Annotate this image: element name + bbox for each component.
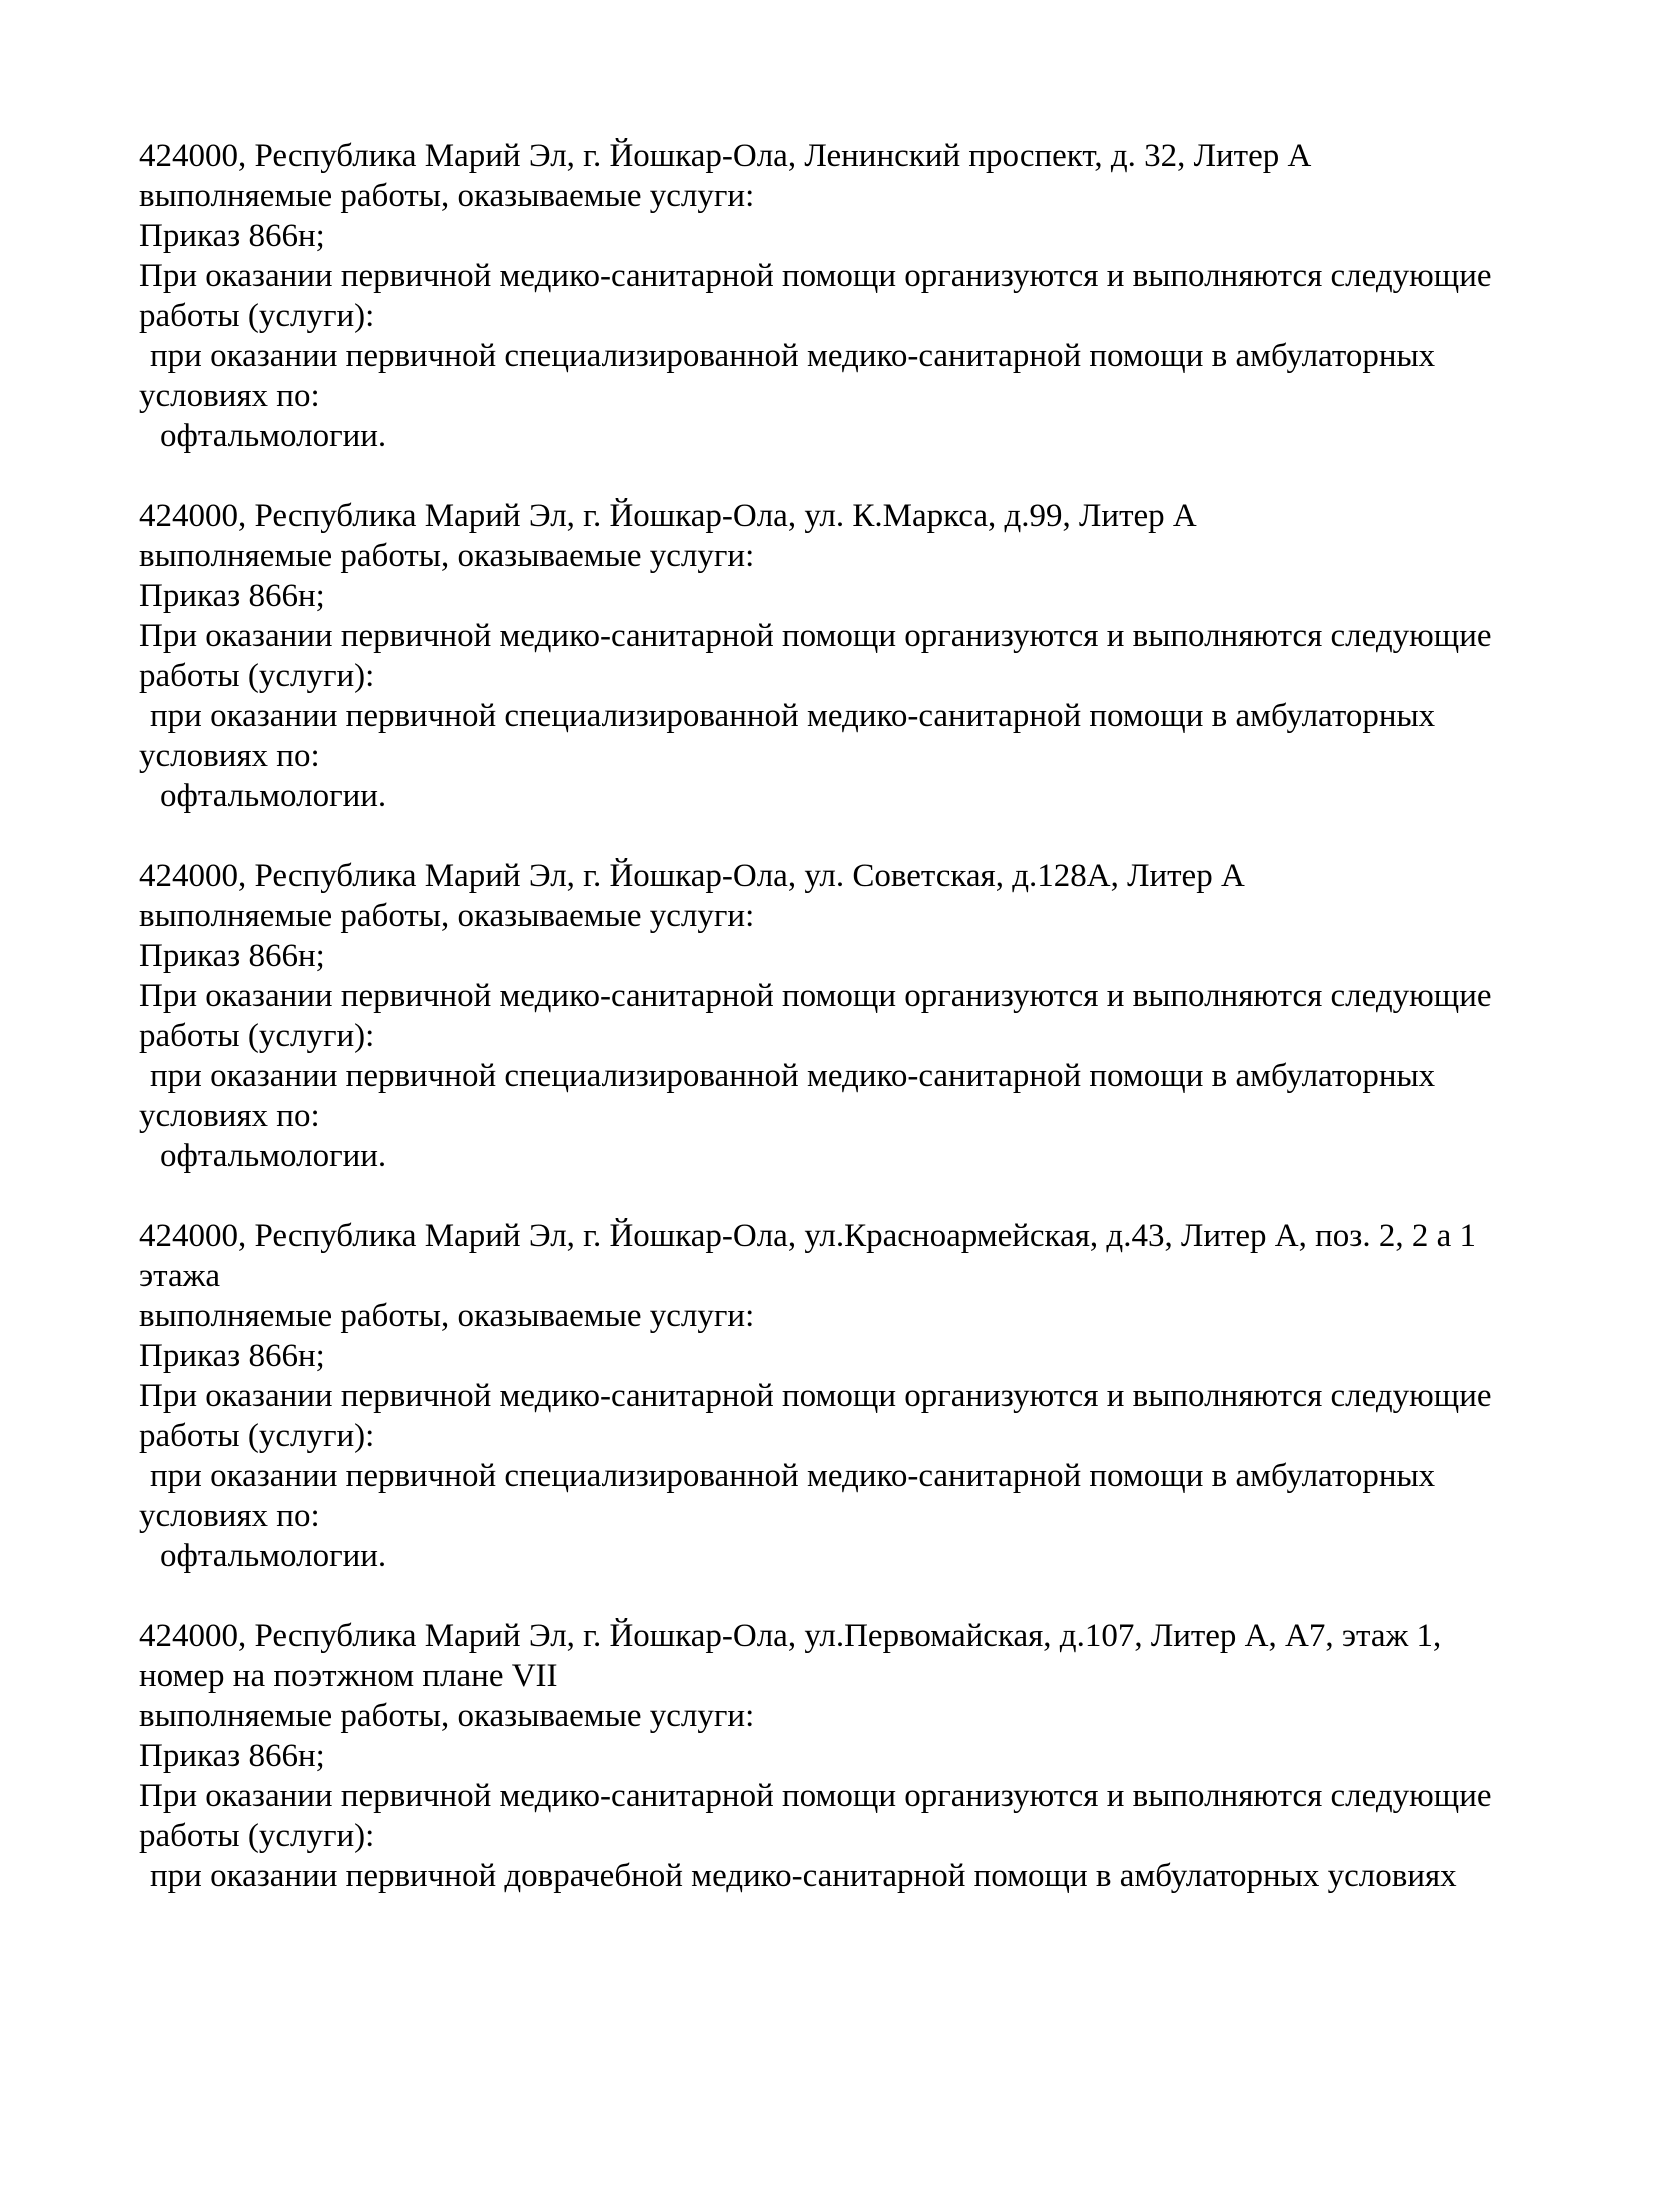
document-text-content	[139, 136, 1609, 1936]
license-address-block	[139, 1216, 1609, 1576]
text-line: 424000, Республика Марий Эл, г. Йошкар-Ола, ул.Красноармейская, д.43, Литер А, поз. 2, 2 а 1	[139, 1218, 1476, 1254]
text-line: условиях по:	[139, 1098, 320, 1134]
text-line: условиях по:	[139, 1498, 320, 1534]
license-address-block	[139, 136, 1609, 456]
text-line: 424000, Республика Марий Эл, г. Йошкар-Ола, ул. Советская, д.128А, Литер А	[139, 858, 1245, 894]
text-line: При оказании первичной медико-санитарной помощи организуются и выполняются следующие	[139, 258, 1492, 294]
text-line: 424000, Республика Марий Эл, г. Йошкар-Ола, ул. К.Маркса, д.99, Литер А	[139, 498, 1197, 534]
text-line: При оказании первичной медико-санитарной помощи организуются и выполняются следующие	[139, 1778, 1492, 1814]
text-line: 424000, Республика Марий Эл, г. Йошкар-Ола, ул.Первомайская, д.107, Литер А, А7, этаж 1,	[139, 1618, 1442, 1654]
text-line: работы (услуги):	[139, 298, 375, 334]
text-line: номер на поэтжном плане VII	[139, 1658, 558, 1694]
license-address-block	[139, 856, 1609, 1176]
text-line: Приказ 866н;	[139, 1338, 325, 1374]
text-line: этажа	[139, 1258, 221, 1294]
text-line: Приказ 866н;	[139, 1738, 325, 1774]
text-line: работы (услуги):	[139, 658, 375, 694]
text-line: выполняемые работы, оказываемые услуги:	[139, 1698, 755, 1734]
text-line: работы (услуги):	[139, 1018, 375, 1054]
text-line: Приказ 866н;	[139, 578, 325, 614]
text-line: при оказании первичной специализированной медико-санитарной помощи в амбулаторных	[150, 1058, 1436, 1094]
text-line: офтальмологии.	[160, 1538, 387, 1574]
license-address-block	[139, 1616, 1609, 1896]
text-line: офтальмологии.	[160, 778, 387, 814]
text-line: работы (услуги):	[139, 1418, 375, 1454]
text-line: выполняемые работы, оказываемые услуги:	[139, 1298, 755, 1334]
text-line: выполняемые работы, оказываемые услуги:	[139, 898, 755, 934]
text-line: выполняемые работы, оказываемые услуги:	[139, 178, 755, 214]
text-line: при оказании первичной доврачебной медико-санитарной помощи в амбулаторных условиях	[150, 1858, 1457, 1894]
text-line: Приказ 866н;	[139, 218, 325, 254]
text-line: При оказании первичной медико-санитарной помощи организуются и выполняются следующие	[139, 978, 1492, 1014]
text-line: условиях по:	[139, 378, 320, 414]
text-line: При оказании первичной медико-санитарной помощи организуются и выполняются следующие	[139, 1378, 1492, 1414]
license-address-block	[139, 496, 1609, 816]
text-line: работы (услуги):	[139, 1818, 375, 1854]
text-line: при оказании первичной специализированной медико-санитарной помощи в амбулаторных	[150, 1458, 1436, 1494]
text-line: условиях по:	[139, 738, 320, 774]
text-line: при оказании первичной специализированной медико-санитарной помощи в амбулаторных	[150, 698, 1436, 734]
text-line: офтальмологии.	[160, 418, 387, 454]
text-line: При оказании первичной медико-санитарной помощи организуются и выполняются следующие	[139, 618, 1492, 654]
text-line: при оказании первичной специализированной медико-санитарной помощи в амбулаторных	[150, 338, 1436, 374]
text-line: 424000, Республика Марий Эл, г. Йошкар-Ола, Ленинский проспект, д. 32, Литер А	[139, 138, 1312, 174]
text-line: Приказ 866н;	[139, 938, 325, 974]
text-line: выполняемые работы, оказываемые услуги:	[139, 538, 755, 574]
text-line: офтальмологии.	[160, 1138, 387, 1174]
